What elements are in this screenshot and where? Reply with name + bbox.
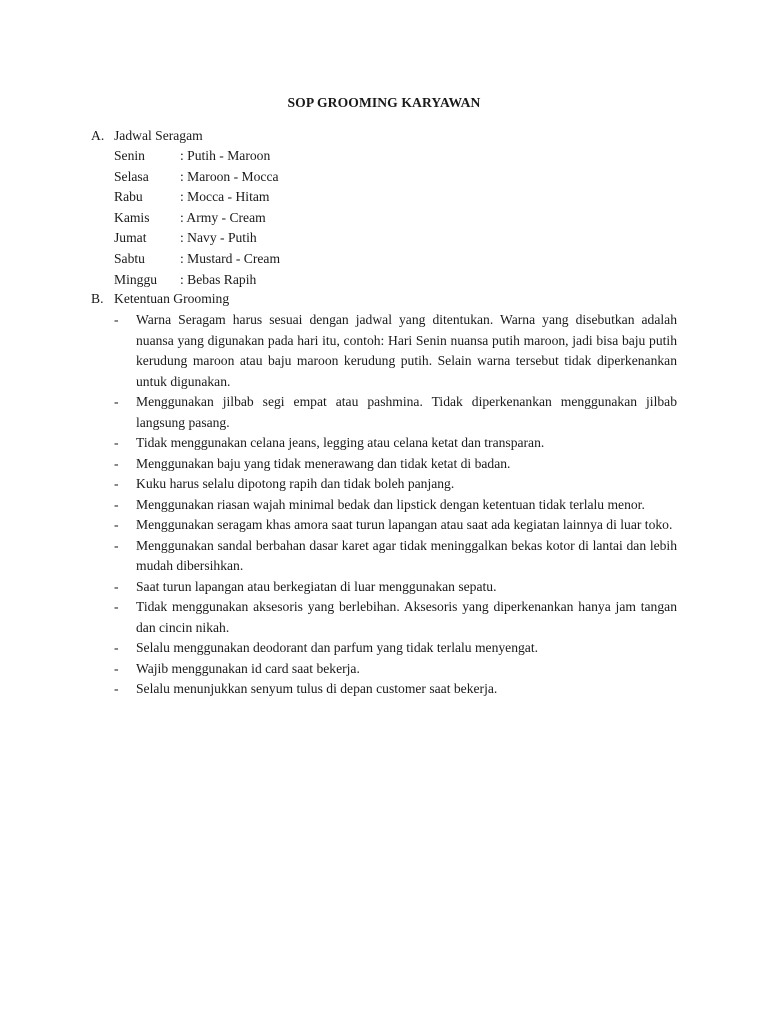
rule-text: Warna Seragam harus sesuai dengan jadwal yang ditentukan. Warna yang disebutkan adalah nuansa yang digunakan pada hari itu, contoh: Hari Senin nuansa putih maroon, jadi bisa baju putih kerudung maroon atau baju maroon kerudung putih. Selain warna tersebut tidak diperkenankan untuk digunakan.: [136, 312, 677, 389]
bullet-dash: -: [114, 660, 119, 676]
rule-text: Selalu menggunakan deodorant dan parfum yang tidak terlalu menyengat.: [136, 640, 539, 655]
rule-item: [114, 433, 677, 454]
rule-item: [114, 597, 677, 638]
bullet-dash: -: [114, 394, 119, 409]
rule-text: Kuku harus selalu dipotong rapih dan tidak boleh panjang.: [136, 476, 455, 491]
bullet-dash: -: [114, 476, 119, 491]
rule-text: Tidak menggunakan celana jeans, legging atau celana ketat dan transparan.: [136, 435, 545, 450]
bullet-dash: -: [114, 599, 119, 614]
schedule-row: [114, 146, 280, 167]
rule-item: [114, 536, 677, 577]
rule-item: [114, 679, 677, 700]
bullet-dash: -: [114, 435, 119, 450]
schedule-colors: : Mustard - Cream: [180, 250, 281, 266]
rule-item: [114, 515, 677, 536]
rule-text: Menggunakan jilbab segi empat atau pashmina. Tidak diperkenankan menggunakan jilbab langsung pasang.: [136, 394, 677, 430]
schedule-row: [114, 249, 280, 270]
rule-text: Tidak menggunakan aksesoris yang berlebihan. Aksesoris yang diperkenankan hanya jam tangan dan cincin nikah.: [136, 599, 677, 635]
schedule-row: [114, 187, 280, 208]
rule-item: [114, 454, 677, 475]
rule-text: Saat turun lapangan atau berkegiatan di luar menggunakan sepatu.: [136, 578, 497, 594]
rule-text: Menggunakan seragam khas amora saat turun lapangan atau saat ada kegiatan lainnya di luar toko.: [136, 517, 673, 532]
schedule-row: [114, 208, 280, 229]
rule-item: [114, 577, 677, 598]
rule-item: [114, 310, 677, 392]
rule-text: Selalu menunjukkan senyum tulus di depan customer saat bekerja.: [136, 681, 498, 696]
bullet-dash: -: [114, 640, 119, 655]
grooming-rules-list: [114, 310, 677, 700]
bullet-dash: -: [114, 537, 119, 553]
section-a-heading: [91, 126, 203, 147]
schedule-day: Sabtu: [114, 250, 145, 266]
schedule-day: Kamis: [114, 209, 150, 225]
rule-item: [114, 638, 677, 659]
document-title: SOP GROOMING KARYAWAN: [287, 95, 481, 110]
rule-text: Menggunakan baju yang tidak menerawang dan tidak ketat di badan.: [136, 455, 511, 471]
rule-item: [114, 659, 677, 680]
schedule-colors: : Bebas Rapih: [180, 271, 257, 287]
section-b-heading: [91, 289, 229, 310]
schedule-day: Selasa: [114, 168, 149, 184]
rule-item: [114, 495, 677, 516]
rule-item: [114, 392, 677, 433]
schedule-row: [114, 228, 280, 249]
schedule-colors: : Putih - Maroon: [180, 148, 271, 163]
section-b-letter: B.: [91, 291, 104, 306]
bullet-dash: -: [114, 455, 119, 471]
schedule-colors: : Navy - Putih: [180, 230, 257, 246]
section-b-title: Ketentuan Grooming: [114, 291, 230, 306]
schedule-colors: : Maroon - Mocca: [180, 168, 279, 184]
schedule-day: Senin: [114, 148, 145, 163]
schedule-day: Rabu: [114, 189, 143, 205]
section-a-title: Jadwal Seragam: [114, 128, 203, 143]
section-a-letter: A.: [91, 128, 105, 143]
rule-text: Menggunakan sandal berbahan dasar karet agar tidak meninggalkan bekas kotor di lantai dan lebih mudah dibersihkan.: [136, 537, 677, 573]
bullet-dash: -: [114, 517, 119, 532]
bullet-dash: -: [114, 578, 119, 594]
bullet-dash: -: [114, 496, 119, 512]
schedule-row: [114, 167, 280, 188]
schedule-colors: : Mocca - Hitam: [180, 189, 270, 205]
bullet-dash: -: [114, 312, 119, 327]
schedule-day: Minggu: [114, 271, 158, 287]
schedule-row: [114, 270, 280, 291]
rule-text: Wajib menggunakan id card saat bekerja.: [136, 660, 360, 676]
rule-item: [114, 474, 677, 495]
bullet-dash: -: [114, 681, 119, 696]
rule-text: Menggunakan riasan wajah minimal bedak dan lipstick dengan ketentuan tidak terlalu menor.: [136, 496, 645, 512]
schedule-colors: : Army - Cream: [180, 209, 266, 225]
uniform-schedule: [114, 146, 280, 290]
schedule-day: Jumat: [114, 230, 147, 246]
